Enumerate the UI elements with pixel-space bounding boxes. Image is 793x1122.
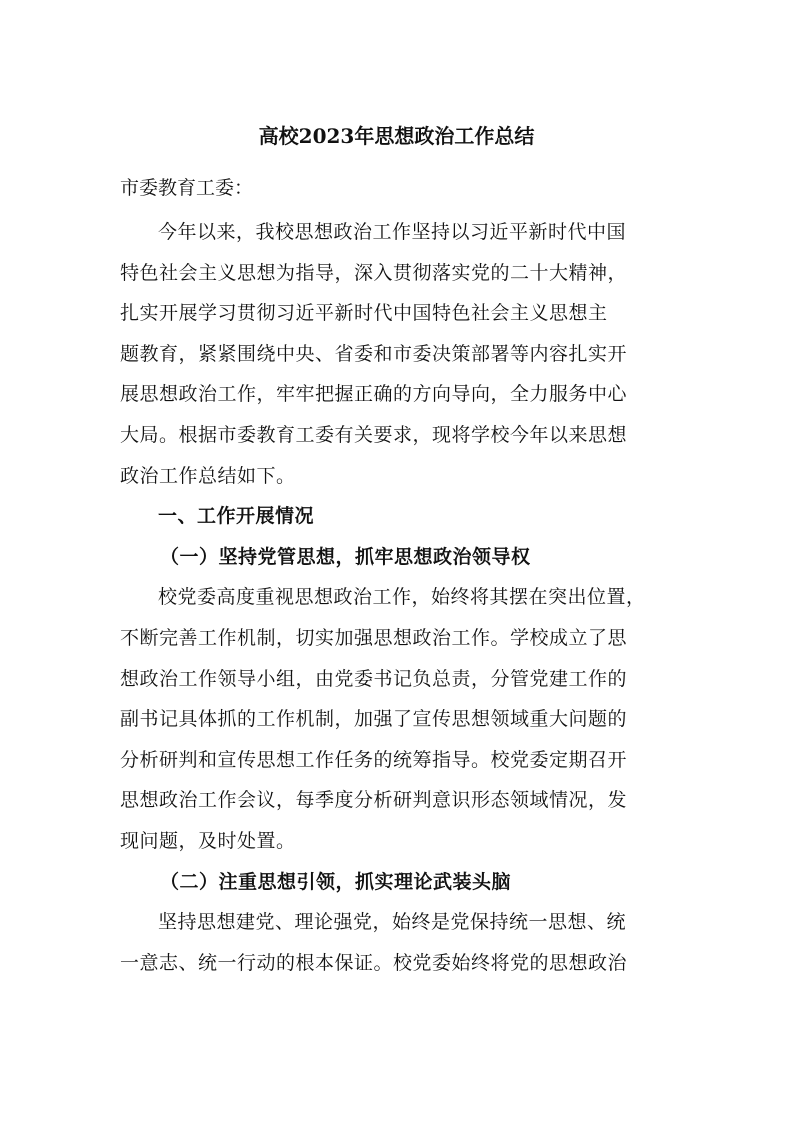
section-1-paragraph (120, 577, 680, 861)
text-line: 大局。根据市委教育工委有关要求，现将学校今年以来思想 (120, 423, 628, 446)
text-line: 想政治工作领导小组，由党委书记负总责，分管党建工作的 (120, 667, 628, 690)
text-line: 现问题，及时处置。 (120, 829, 296, 852)
text-line: 今年以来，我校思想政治工作坚持以习近平新时代中国 (158, 221, 627, 243)
text-line: 特色社会主义思想为指导，深入贯彻落实党的二十大精神， (120, 261, 628, 284)
section-2-paragraph (120, 902, 680, 983)
text-line: 坚持思想建党、理论强党，始终是党保持统一思想、统 (158, 911, 627, 934)
text-line: 题教育，紧紧围绕中央、省委和市委决策部署等内容扎实开 (120, 342, 628, 365)
text-line: 校党委高度重视思想政治工作，始终将其摆在突出位置， (158, 586, 646, 609)
text-line: 思想政治工作会议，每季度分析研判意识形态领域情况，发 (120, 789, 628, 812)
sub-heading-1: （一）坚持党管思想，抓牢思想政治领导权 (160, 545, 531, 568)
salutation: 市委教育工委： (120, 177, 254, 199)
intro-paragraph (120, 212, 680, 496)
document-body (120, 212, 680, 983)
document-title: 高校2023年思想政治工作总结 (258, 124, 535, 148)
text-line: 扎实开展学习贯彻习近平新时代中国特色社会主义思想主 (120, 302, 608, 325)
text-line: 政治工作总结如下。 (120, 464, 296, 487)
text-line: 一意志、统一行动的根本保证。校党委始终将党的思想政治 (120, 951, 628, 974)
text-line: 分析研判和宣传思想工作任务的统筹指导。校党委定期召开 (120, 748, 628, 771)
text-line: 展思想政治工作，牢牢把握正确的方向导向，全力服务中心 (120, 383, 628, 406)
section-heading-1: 一、工作开展情况 (158, 505, 315, 528)
text-line: 副书记具体抓的工作机制，加强了宣传思想领域重大问题的 (120, 708, 628, 731)
sub-heading-2: （二）注重思想引领，抓实理论武装头脑 (160, 870, 512, 893)
text-line: 不断完善工作机制，切实加强思想政治工作。学校成立了思 (120, 626, 628, 649)
